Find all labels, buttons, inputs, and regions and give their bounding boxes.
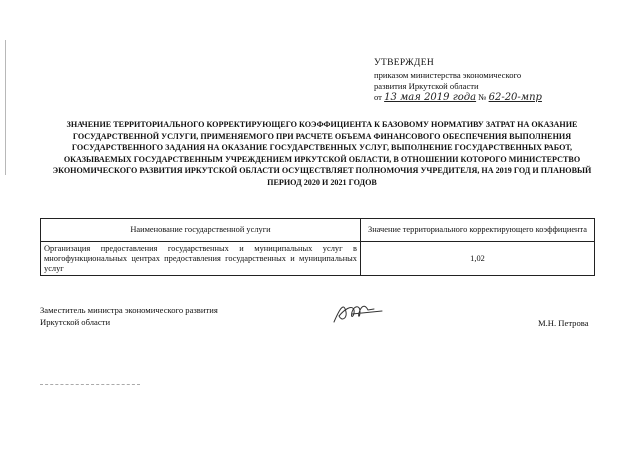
signer-position-line-1: Заместитель министра экономического развития	[40, 305, 218, 315]
coefficient-cell: 1,02	[361, 242, 595, 276]
document-title: ЗНАЧЕНИЕ ТЕРРИТОРИАЛЬНОГО КОРРЕКТИРУЮЩЕГО КОЭФФИЦИЕНТА К БАЗОВОМУ НОРМАТИВУ ЗАТРАТ НА ОКАЗАНИЕ ГОСУДАРСТВЕННОЙ УСЛУГИ, ПРИМЕНЯЕМОГО ПРИ РАСЧЕТЕ ОБЪЕМА ФИНАНСОВОГО ОБЕСПЕЧЕНИЯ ВЫПОЛНЕНИЯ ГОСУДАРСТВЕННОГО ЗАДАНИЯ НА ОКАЗАНИЕ ГОСУДАРСТВЕННЫХ УСЛУГ, ВЫПОЛНЕНИЕ ГОСУДАРСТВЕННЫХ РАБОТ, ОКАЗЫВАЕМЫХ ГОСУДАРСТВЕННЫМ УЧРЕЖДЕНИЕМ ИРКУТСКОЙ ОБЛАСТИ, В ОТНОШЕНИИ КОТОРОГО МИНИСТЕРСТВО ЭКОНОМИЧЕСКОГО РАЗВИТИЯ ИРКУТСКОЙ ОБЛАСТИ ОСУЩЕСТВЛЯЕТ ПОЛНОМОЧИЯ УЧРЕДИТЕЛЯ, НА 2019 ГОД И ПЛАНОВЫЙ ПЕРИОД 2020 И 2021 ГОДОВ	[52, 120, 592, 187]
handwritten-date: 13 мая 2019 года	[384, 92, 477, 103]
column-header-coefficient: Значение территориального корректирующего коэффициента	[361, 219, 595, 242]
approval-heading: УТВЕРЖДЕН	[374, 58, 434, 68]
number-prefix: №	[478, 92, 487, 102]
table-header-row	[41, 219, 595, 242]
service-name-cell: Организация предоставления государственных и муниципальных услуг в многофункциональных центрах предоставления государственных и муниципальных услуг	[41, 242, 361, 276]
handwritten-signature	[330, 298, 390, 328]
signer-position	[40, 305, 218, 328]
approval-block	[374, 58, 542, 103]
approval-line-2: развития Иркутской области	[374, 81, 479, 91]
signer-position-line-2: Иркутской области	[40, 316, 111, 327]
footer-divider	[40, 384, 140, 385]
signer-name: М.Н. Петрова	[538, 318, 589, 328]
approval-date-line	[374, 92, 542, 103]
handwritten-number: 62-20-мпр	[488, 92, 542, 103]
coefficient-table	[40, 218, 595, 276]
column-header-service: Наименование государственной услуги	[41, 219, 361, 242]
table-row	[41, 242, 595, 276]
date-prefix: от	[374, 92, 382, 102]
margin-line	[5, 40, 6, 175]
approval-line-1: приказом министерства экономического	[374, 70, 522, 80]
